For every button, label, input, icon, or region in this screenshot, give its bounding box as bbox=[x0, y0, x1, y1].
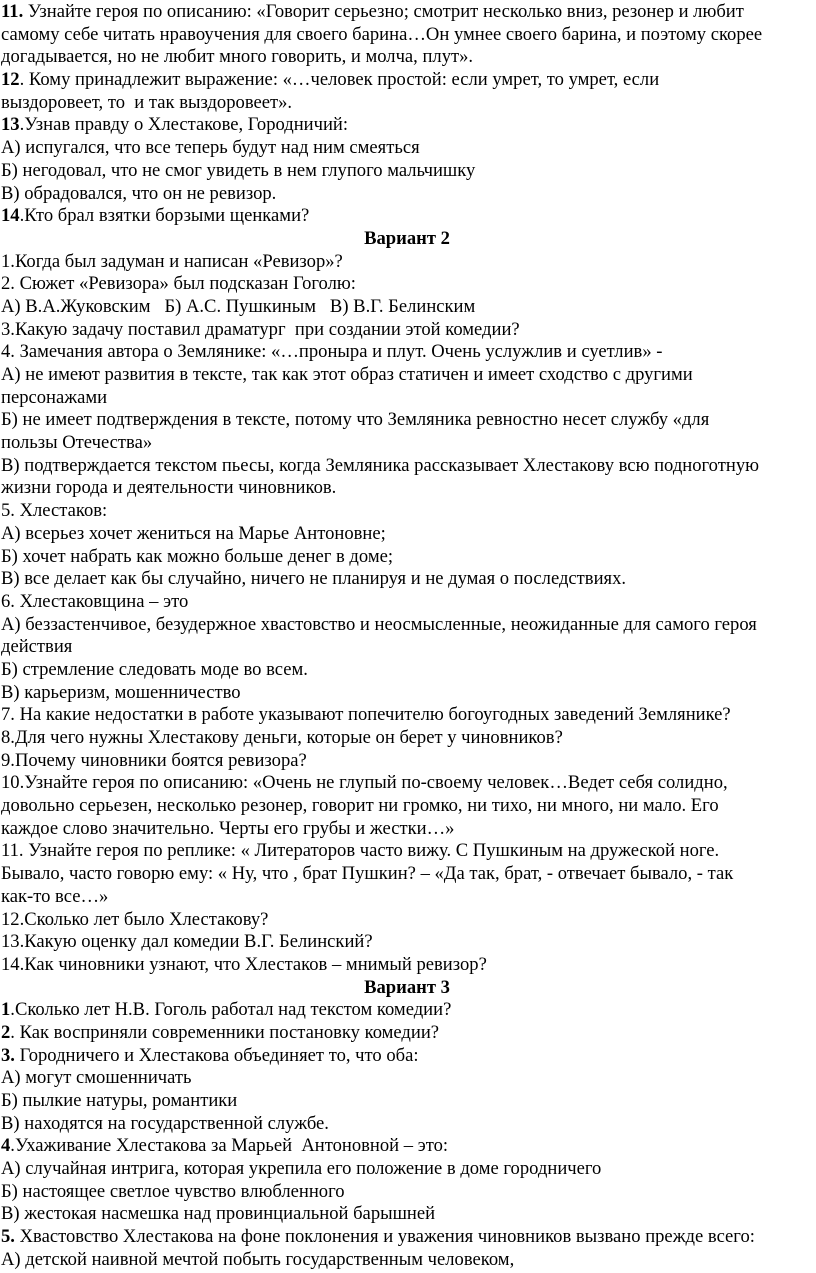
line-text: А) детской наивной мечтой побыть государственным человеком, bbox=[1, 1248, 515, 1270]
text-line bbox=[1, 999, 813, 1022]
line-text: 9.Почему чиновники боятся ревизора? bbox=[1, 749, 307, 771]
line-text: . Как восприняли современники постановку комедии? bbox=[10, 1021, 440, 1043]
question-number: 4 bbox=[1, 1135, 11, 1157]
text-line bbox=[1, 24, 813, 47]
line-text: жизни города и деятельности чиновников. bbox=[1, 477, 337, 499]
line-text: В) карьеризм, мошенничество bbox=[1, 681, 241, 703]
question-number: 12 bbox=[1, 69, 20, 91]
line-text: 2. Сюжет «Ревизора» был подсказан Гоголю: bbox=[1, 273, 356, 295]
text-line bbox=[1, 818, 813, 841]
line-text: .Узнав правду о Хлестакове, Городничий: bbox=[19, 114, 349, 136]
line-text: 14.Как чиновники узнают, что Хлестаков – мнимый ревизор? bbox=[1, 953, 487, 975]
text-line bbox=[1, 455, 813, 478]
text-line bbox=[1, 909, 813, 932]
text-line bbox=[1, 296, 813, 319]
line-text: В) подтверждается текстом пьесы, когда Земляника рассказывает Хлестакову всю подноготную bbox=[1, 454, 760, 476]
text-line bbox=[1, 682, 813, 705]
question-number: 11. bbox=[1, 1, 24, 22]
text-line bbox=[1, 1045, 813, 1068]
text-line bbox=[1, 591, 813, 614]
text-line bbox=[1, 659, 813, 682]
document-page bbox=[1, 1, 813, 1272]
line-text: довольно серьезен, несколько резонер, говорит ни громко, ни тихо, ни много, ни мало. Его bbox=[1, 795, 719, 817]
text-line bbox=[1, 636, 813, 659]
line-text: Б) настоящее светлое чувство влюбленного bbox=[1, 1180, 345, 1202]
text-line bbox=[1, 69, 813, 92]
line-text: 11. Узнайте героя по реплике: « Литераторов часто вижу. С Пушкиным на дружеской ноге. bbox=[1, 840, 720, 862]
line-text: 6. Хлестаковщина – это bbox=[1, 590, 189, 612]
text-line bbox=[1, 954, 813, 977]
text-line bbox=[1, 1113, 813, 1136]
text-line bbox=[1, 477, 813, 500]
line-text: В) находятся на государственной службе. bbox=[1, 1112, 329, 1134]
text-line bbox=[1, 432, 813, 455]
section-heading bbox=[1, 228, 813, 251]
line-text: 4. Замечания автора о Землянике: «…проныра и плут. Очень услужлив и суетлив» - bbox=[1, 341, 663, 363]
text-line bbox=[1, 251, 813, 274]
line-text: А) всерьез хочет жениться на Марье Антоновне; bbox=[1, 522, 386, 544]
section-heading-text: Вариант 3 bbox=[364, 976, 450, 998]
text-line bbox=[1, 523, 813, 546]
line-text: 1.Когда был задуман и написан «Ревизор»? bbox=[1, 250, 343, 272]
text-line bbox=[1, 772, 813, 795]
line-text: 8.Для чего нужны Хлестакову деньги, которые он берет у чиновников? bbox=[1, 727, 563, 748]
text-line bbox=[1, 364, 813, 387]
text-line bbox=[1, 1135, 813, 1158]
section-heading-text: Вариант 2 bbox=[364, 227, 450, 249]
line-text: действия bbox=[1, 636, 73, 658]
line-text: 12.Сколько лет было Хлестакову? bbox=[1, 908, 269, 930]
text-line bbox=[1, 886, 813, 909]
line-text: выздоровеет, то и так выздоровеет». bbox=[1, 91, 293, 113]
line-text: А) случайная интрига, которая укрепила его положение в доме городничего bbox=[1, 1158, 602, 1180]
text-line bbox=[1, 1203, 813, 1226]
line-text: .Кто брал взятки борзыми щенками? bbox=[19, 205, 310, 227]
text-line bbox=[1, 114, 813, 137]
line-text: 5. Хлестаков: bbox=[1, 500, 108, 522]
question-number: 1 bbox=[1, 999, 11, 1021]
text-line bbox=[1, 795, 813, 818]
text-line bbox=[1, 727, 813, 750]
text-line bbox=[1, 1090, 813, 1113]
text-line bbox=[1, 92, 813, 115]
line-text: каждое слово значительно. Черты его грубы и жестки…» bbox=[1, 817, 455, 839]
text-line bbox=[1, 205, 813, 228]
text-line bbox=[1, 863, 813, 886]
text-line bbox=[1, 273, 813, 296]
line-text: В) жестокая насмешка над провинциальной барышней bbox=[1, 1203, 436, 1225]
text-line bbox=[1, 1067, 813, 1090]
line-text: персонажами bbox=[1, 386, 108, 408]
line-text: Б) хочет набрать как можно больше денег в доме; bbox=[1, 545, 394, 567]
text-line bbox=[1, 546, 813, 569]
text-line bbox=[1, 409, 813, 432]
line-text: .Сколько лет Н.В. Гоголь работал над текстом комедии? bbox=[10, 999, 452, 1021]
question-number: 5. bbox=[1, 1226, 15, 1248]
line-text: А) могут смошенничать bbox=[1, 1067, 192, 1089]
text-line bbox=[1, 387, 813, 410]
line-text: Бывало, часто говорю ему: « Ну, что , брат Пушкин? – «Да так, брат, - отвечает бывало, - так bbox=[1, 863, 734, 885]
text-line bbox=[1, 319, 813, 342]
text-line bbox=[1, 614, 813, 637]
text-line bbox=[1, 1226, 813, 1249]
line-text: 3.Какую задачу поставил драматург при создании этой комедии? bbox=[1, 318, 520, 340]
text-line bbox=[1, 160, 813, 183]
question-number: 14 bbox=[1, 205, 20, 227]
text-line bbox=[1, 1249, 813, 1272]
line-text: А) В.А.Жуковским Б) А.С. Пушкиным В) В.Г. Белинским bbox=[1, 295, 476, 317]
line-text: 10.Узнайте героя по описанию: «Очень не глупый по-своему человек…Ведет себя солидно, bbox=[1, 772, 728, 794]
line-text: В) все делает как бы случайно, ничего не планируя и не думая о последствиях. bbox=[1, 568, 627, 590]
line-text: Б) негодовал, что не смог увидеть в нем глупого мальчишку bbox=[1, 159, 476, 181]
line-text: Хвастовство Хлестакова на фоне поклонения и уважения чиновников вызвано прежде всего: bbox=[14, 1226, 755, 1248]
line-text: 7. На какие недостатки в работе указывают попечителю богоугодных заведений Землянике? bbox=[1, 704, 731, 726]
line-text: Б) пылкие натуры, романтики bbox=[1, 1090, 238, 1111]
line-text: пользы Отечества» bbox=[1, 432, 153, 454]
line-text: Городничего и Хлестакова объединяет то, что оба: bbox=[14, 1044, 419, 1066]
text-line bbox=[1, 137, 813, 160]
line-text: как-то все…» bbox=[1, 885, 109, 907]
text-line bbox=[1, 1158, 813, 1181]
section-heading bbox=[1, 977, 813, 1000]
text-line bbox=[1, 931, 813, 954]
text-line bbox=[1, 1181, 813, 1204]
question-number: 13 bbox=[1, 114, 20, 136]
line-text: 13.Какую оценку дал комедии В.Г. Белинский? bbox=[1, 931, 373, 953]
line-text: А) испугался, что все теперь будут над ним смеяться bbox=[1, 137, 420, 159]
text-line bbox=[1, 1022, 813, 1045]
line-text: Б) не имеет подтверждения в тексте, потому что Земляника ревностно несет службу «для bbox=[1, 409, 710, 431]
question-number: 3. bbox=[1, 1044, 15, 1066]
text-line bbox=[1, 1, 813, 24]
text-line bbox=[1, 500, 813, 523]
line-text: А) беззастенчивое, безудержное хвастовство и неосмысленные, неожиданные для самого героя bbox=[1, 613, 757, 635]
line-text: .Ухаживание Хлестакова за Марьей Антоновной – это: bbox=[10, 1135, 449, 1157]
text-line bbox=[1, 183, 813, 206]
line-text: догадывается, но не любит много говорить, и молча, плут». bbox=[1, 46, 474, 68]
text-line bbox=[1, 704, 813, 727]
line-text: самому себе читать нравоучения для своего барина…Он умнее своего барина, и поэтому скорее bbox=[1, 23, 763, 45]
line-text: Узнайте героя по описанию: «Говорит серьезно; смотрит несколько вниз, резонер и любит bbox=[23, 1, 744, 22]
line-text: Б) стремление следовать моде во всем. bbox=[1, 658, 308, 680]
text-line bbox=[1, 568, 813, 591]
question-number: 2 bbox=[1, 1021, 11, 1043]
line-text: . Кому принадлежит выражение: «…человек простой: если умрет, то умрет, если bbox=[19, 69, 660, 91]
text-line bbox=[1, 46, 813, 69]
text-line bbox=[1, 750, 813, 773]
text-line bbox=[1, 840, 813, 863]
line-text: В) обрадовался, что он не ревизор. bbox=[1, 182, 277, 204]
text-line bbox=[1, 341, 813, 364]
line-text: А) не имеют развития в тексте, так как этот образ статичен и имеет сходство с другими bbox=[1, 364, 693, 385]
